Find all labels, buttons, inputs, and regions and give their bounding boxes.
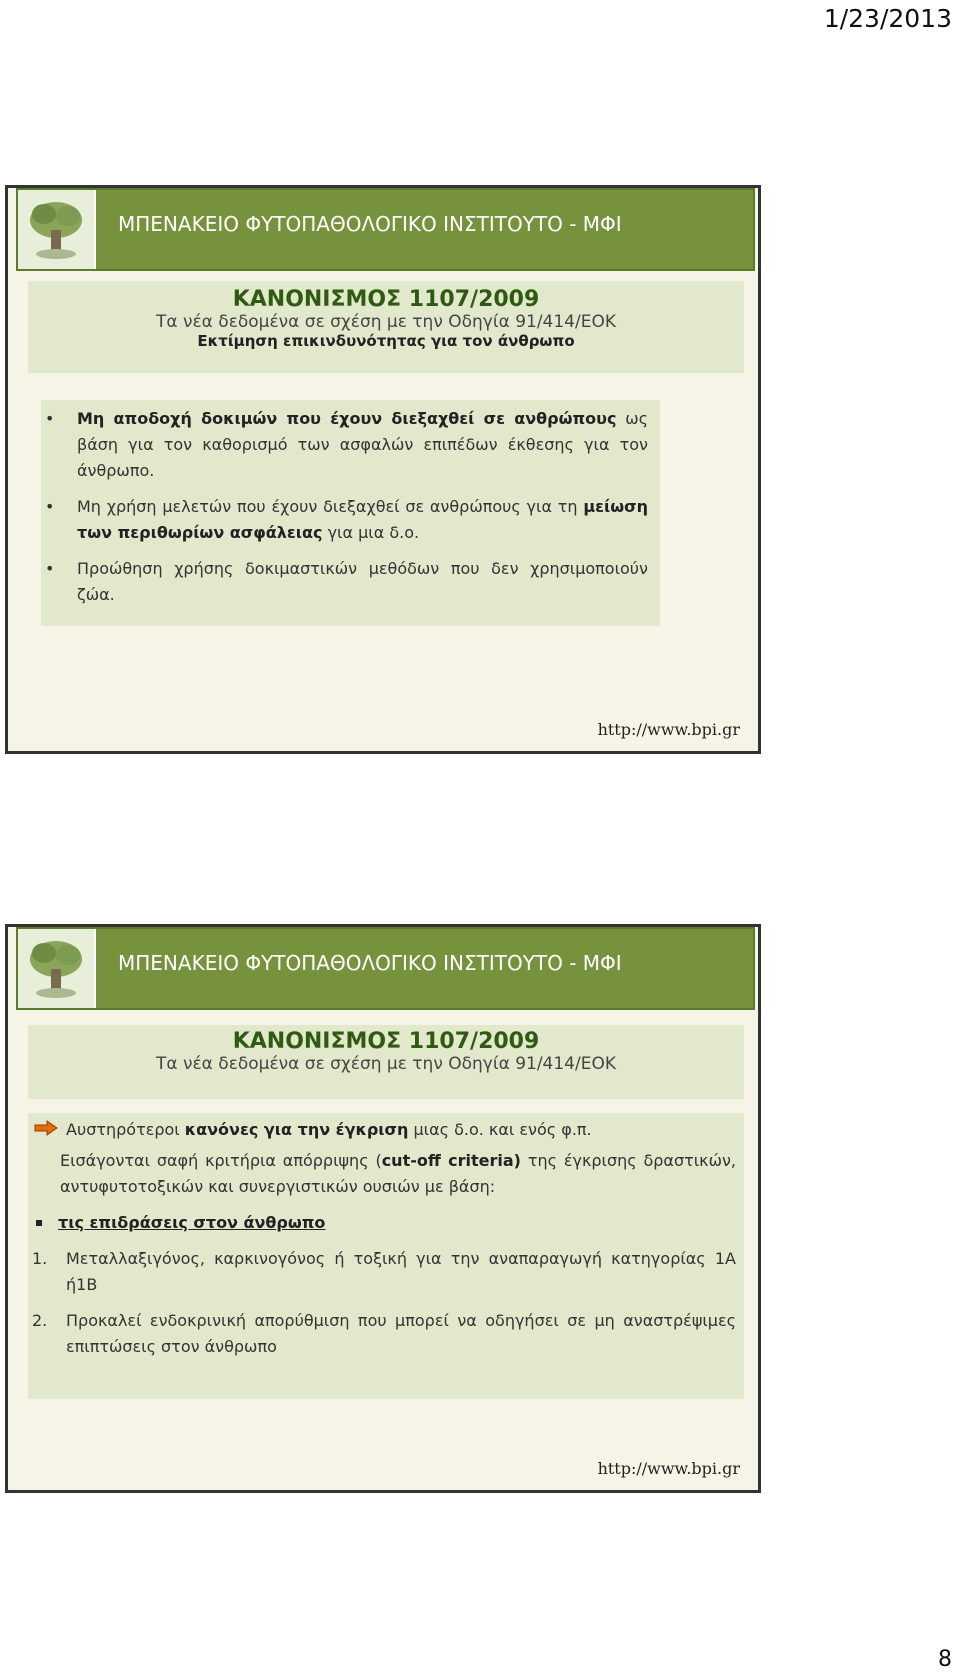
list-item: • Μη χρήση μελετών που έχουν διεξαχθεί σε ανθρώπους για τη μείωση των περιθωρίων ασφάλειας για μια δ.ο.	[41, 494, 648, 546]
arrow-line: Αυστηρότεροι κανόνες για την έγκριση μιας δ.ο. και ενός φ.π.	[34, 1117, 736, 1144]
regulation-subtitle: Τα νέα δεδομένα σε σχέση με την Οδηγία 91/414/ΕΟΚ	[156, 1054, 616, 1074]
risk-subtitle: Εκτίμηση επικινδυνότητας για τον άνθρωπο	[197, 332, 575, 350]
bullet-icon: •	[45, 559, 55, 578]
slide-header	[16, 927, 755, 1010]
regulation-title: ΚΑΝΟΝΙΣΜΟΣ 1107/2009	[232, 287, 540, 312]
bullet-icon: •	[45, 497, 55, 516]
numbered-list	[30, 1246, 736, 1360]
slide-2	[5, 924, 761, 1493]
list-item: • Μη αποδοχή δοκιμών που έχουν διεξαχθεί σε ανθρώπους ως βάση για τον καθορισμό των ασφαλών επιπέδων έκθεσης για τον άνθρωπο.	[41, 406, 648, 484]
website-link[interactable]: http://www.bpi.gr	[597, 1459, 740, 1478]
page-number: 8	[938, 1647, 952, 1672]
tree-logo-icon	[18, 929, 96, 1008]
page-date: 1/23/2013	[823, 4, 952, 33]
slide-header	[16, 188, 755, 271]
square-bullet-item: τις επιδράσεις στον άνθρωπο	[30, 1210, 736, 1236]
tree-logo-icon	[18, 190, 96, 269]
content-box	[41, 400, 660, 626]
slide-1	[5, 185, 761, 754]
regulation-title: ΚΑΝΟΝΙΣΜΟΣ 1107/2009	[232, 1029, 540, 1054]
content-box	[28, 1113, 744, 1399]
title-box	[28, 281, 744, 373]
square-bullet-icon	[36, 1220, 42, 1226]
institute-title: ΜΠΕΝΑΚΕΙΟ ΦΥΤΟΠΑΘΟΛΟΓΙΚΟ ΙΝΣΤΙΤΟΥΤΟ - ΜΦΙ	[118, 212, 622, 236]
criteria-paragraph: Εισάγονται σαφή κριτήρια απόρριψης (cut-off criteria) της έγκρισης δραστικών, αντυφυτοτοξικών και συνεργιστικών ουσιών με βάση:	[60, 1150, 737, 1196]
website-link[interactable]: http://www.bpi.gr	[597, 720, 740, 739]
institute-title: ΜΠΕΝΑΚΕΙΟ ΦΥΤΟΠΑΘΟΛΟΓΙΚΟ ΙΝΣΤΙΤΟΥΤΟ - ΜΦΙ	[118, 951, 622, 975]
list-item: 2. Προκαλεί ενδοκρινική απορύθμιση που μπορεί να οδηγήσει σε μη αναστρέψιμες επιπτώσεις στον άνθρωπο	[32, 1310, 736, 1356]
regulation-subtitle: Τα νέα δεδομένα σε σχέση με την Οδηγία 91/414/ΕΟΚ	[156, 312, 616, 332]
bullet-list	[41, 406, 648, 608]
list-item: 1. Μεταλλαξιγόνος, καρκινογόνος ή τοξική για την αναπαραγωγή κατηγορίας 1Α ή1Β	[32, 1248, 736, 1294]
list-item: • Προώθηση χρήσης δοκιμαστικών μεθόδων που δεν χρησιμοποιούν ζώα.	[41, 556, 648, 608]
title-box	[28, 1025, 744, 1099]
right-arrow-icon	[34, 1118, 58, 1144]
bullet-icon: •	[45, 409, 55, 428]
